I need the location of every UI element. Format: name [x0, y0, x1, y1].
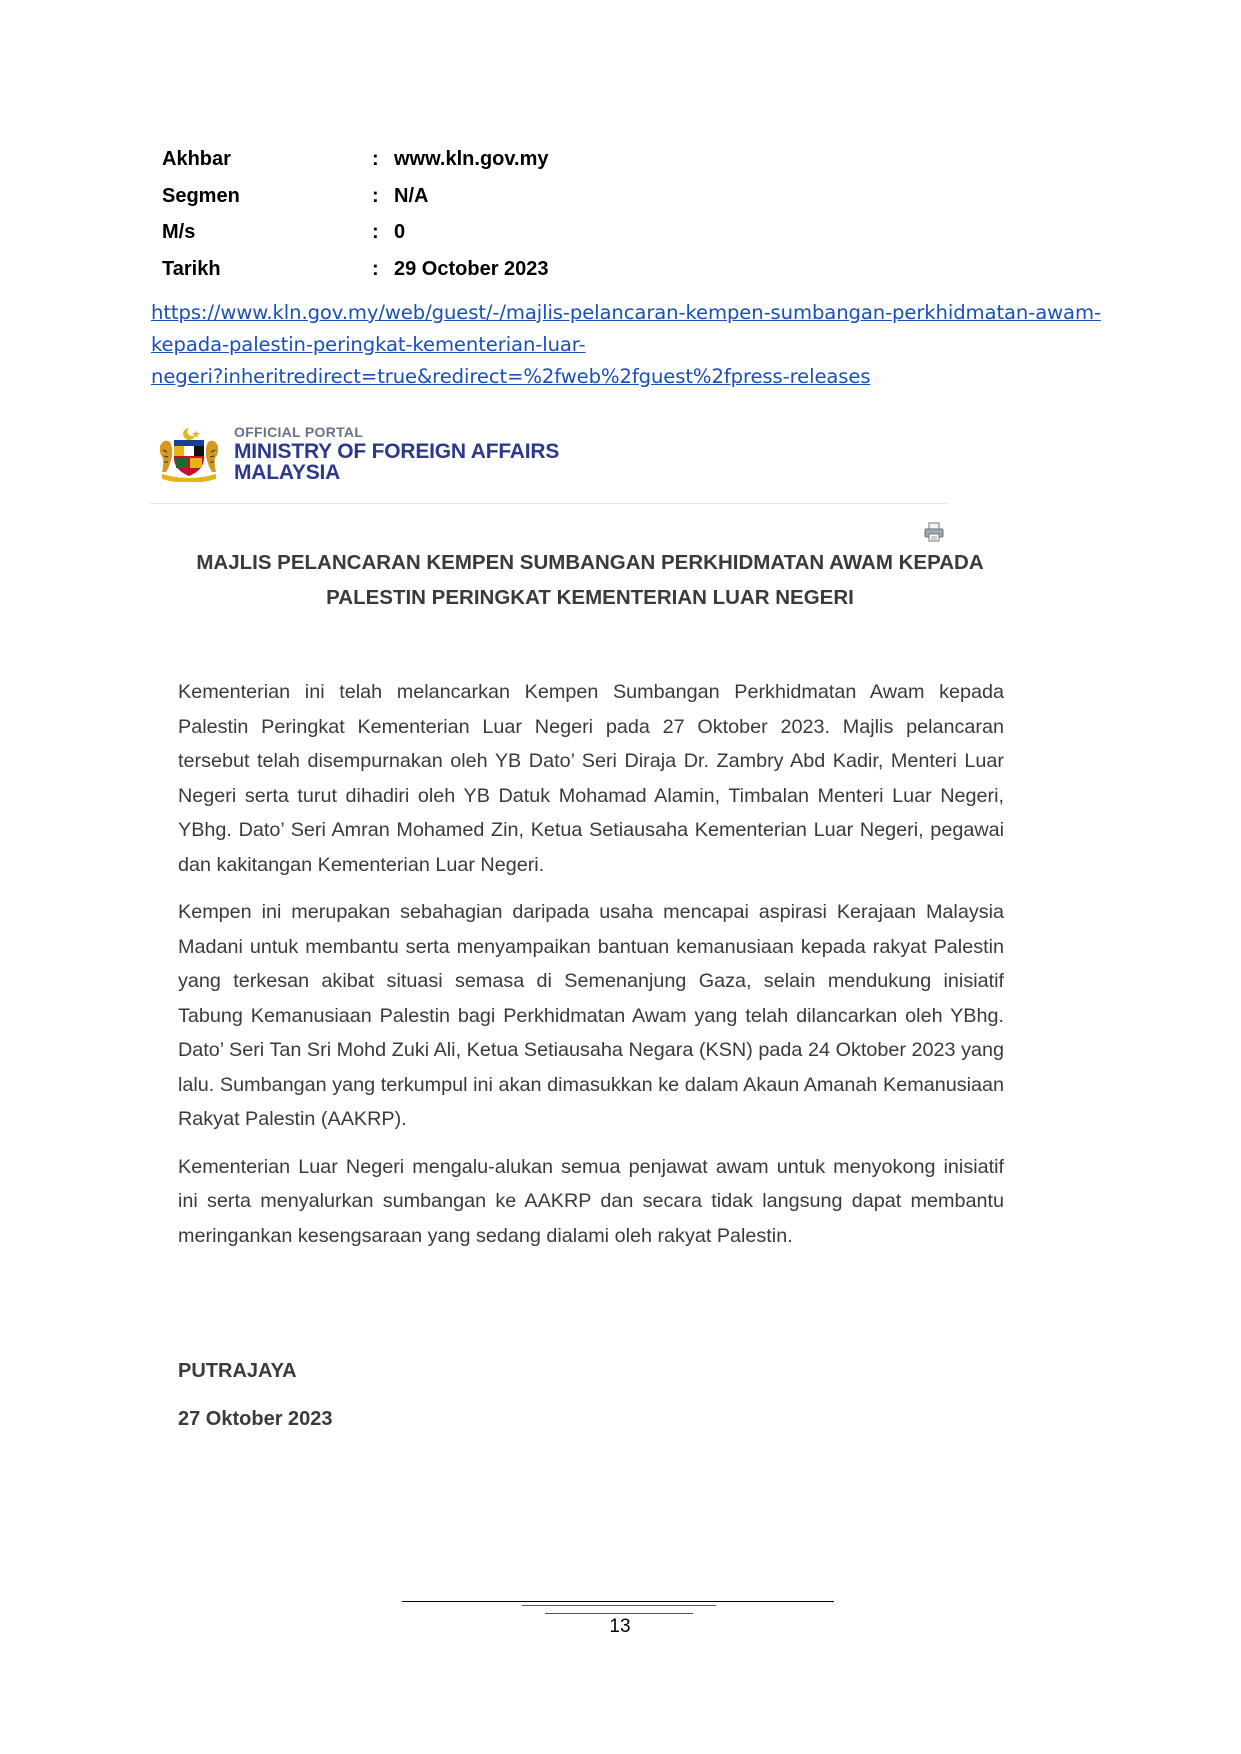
- footer-rule: [402, 1601, 834, 1602]
- meta-label: M/s: [162, 221, 196, 243]
- portal-subtitle: OFFICIAL PORTAL: [234, 424, 364, 440]
- meta-row-segmen: [162, 185, 862, 222]
- article-paragraph-2: Kempen ini merupakan sebahagian daripada usaha mencapai aspirasi Kerajaan Malaysia Madani untuk membantu serta menyampaikan bantuan kemanusiaan kepada rakyat Palestin yang terkesan akibat situasi semasa di Semenanjung Gaza, selain mendukung inisiatif Tabung Kemanusiaan Palestin bagi Perkhidmatan Awam yang telah dilancarkan oleh YBhg. Dato’ Seri Tan Sri Mohd Zuki Ali, Ketua Setiausaha Negara (KSN) pada 24 Oktober 2023 yang lalu. Sumbangan yang terkumpul ini akan dimasukkan ke dalam Akaun Amanah Kemanusiaan Rakyat Palestin (AAKRP).: [178, 901, 1004, 1130]
- meta-row-ms: [162, 221, 862, 258]
- header-divider: [150, 503, 948, 504]
- malaysia-coat-of-arms-icon: [156, 426, 222, 482]
- meta-label: Tarikh: [162, 257, 221, 280]
- dateline-place: PUTRAJAYA: [178, 1360, 297, 1382]
- page-number: 13: [609, 1616, 631, 1637]
- printer-icon[interactable]: [923, 521, 945, 543]
- portal-header: [156, 424, 559, 484]
- portal-title-block: [234, 425, 559, 483]
- meta-value: 0: [394, 221, 406, 243]
- source-url-line-1[interactable]: https://www.kln.gov.my/web/guest/-/majlis-pelancaran-kempen-sumbangan-perkhidmatan-awam-: [151, 301, 1101, 324]
- article-body: [178, 675, 1004, 1266]
- portal-country: MALAYSIA: [234, 461, 341, 484]
- meta-separator: :: [372, 184, 379, 207]
- meta-label: Segmen: [162, 184, 240, 207]
- footer-rule-short: [522, 1605, 716, 1606]
- source-url-link[interactable]: [151, 297, 1111, 393]
- source-url-line-3[interactable]: negeri?inheritredirect=true&redirect=%2fweb%2fguest%2fpress-releases: [151, 365, 871, 388]
- meta-value: N/A: [394, 184, 429, 207]
- portal-title: MINISTRY OF FOREIGN AFFAIRS: [234, 440, 560, 463]
- headline-line-1: MAJLIS PELANCARAN KEMPEN SUMBANGAN PERKHIDMATAN AWAM KEPADA: [196, 551, 984, 574]
- meta-value: www.kln.gov.my: [394, 148, 549, 170]
- meta-separator: :: [372, 221, 379, 243]
- meta-row-akhbar: [162, 148, 862, 185]
- meta-table: [162, 148, 862, 294]
- footer-rule-inner: [545, 1613, 693, 1614]
- meta-value: 29 October 2023: [394, 257, 549, 280]
- article-paragraph-1: Kementerian ini telah melancarkan Kempen Sumbangan Perkhidmatan Awam kepada Palestin Peringkat Kementerian Luar Negeri pada 27 Oktober 2023. Majlis pelancaran tersebut telah disempurnakan oleh YB Dato’ Seri Diraja Dr. Zambry Abd Kadir, Menteri Luar Negeri serta turut dihadiri oleh YB Datuk Mohamad Alamin, Timbalan Menteri Luar Negeri, YBhg. Dato’ Seri Amran Mohamed Zin, Ketua Setiausaha Kementerian Luar Negeri, pegawai dan kakitangan Kementerian Luar Negeri.: [178, 681, 1004, 876]
- meta-row-tarikh: [162, 258, 862, 295]
- dateline-date: 27 Oktober 2023: [178, 1408, 333, 1430]
- meta-separator: :: [372, 148, 379, 170]
- meta-label: Akhbar: [162, 148, 231, 170]
- article-paragraph-3: Kementerian Luar Negeri mengalu-alukan semua penjawat awam untuk menyokong inisiatif ini serta menyalurkan sumbangan ke AAKRP dan secara tidak langsung dapat membantu meringankan kesengsaraan yang sedang dialami oleh rakyat Palestin.: [178, 1155, 1004, 1247]
- meta-separator: :: [372, 257, 379, 280]
- headline-line-2: PALESTIN PERINGKAT KEMENTERIAN LUAR NEGERI: [326, 586, 854, 609]
- article-headline: [160, 545, 1020, 615]
- source-url-line-2[interactable]: kepada-palestin-peringkat-kementerian-luar-: [151, 333, 586, 356]
